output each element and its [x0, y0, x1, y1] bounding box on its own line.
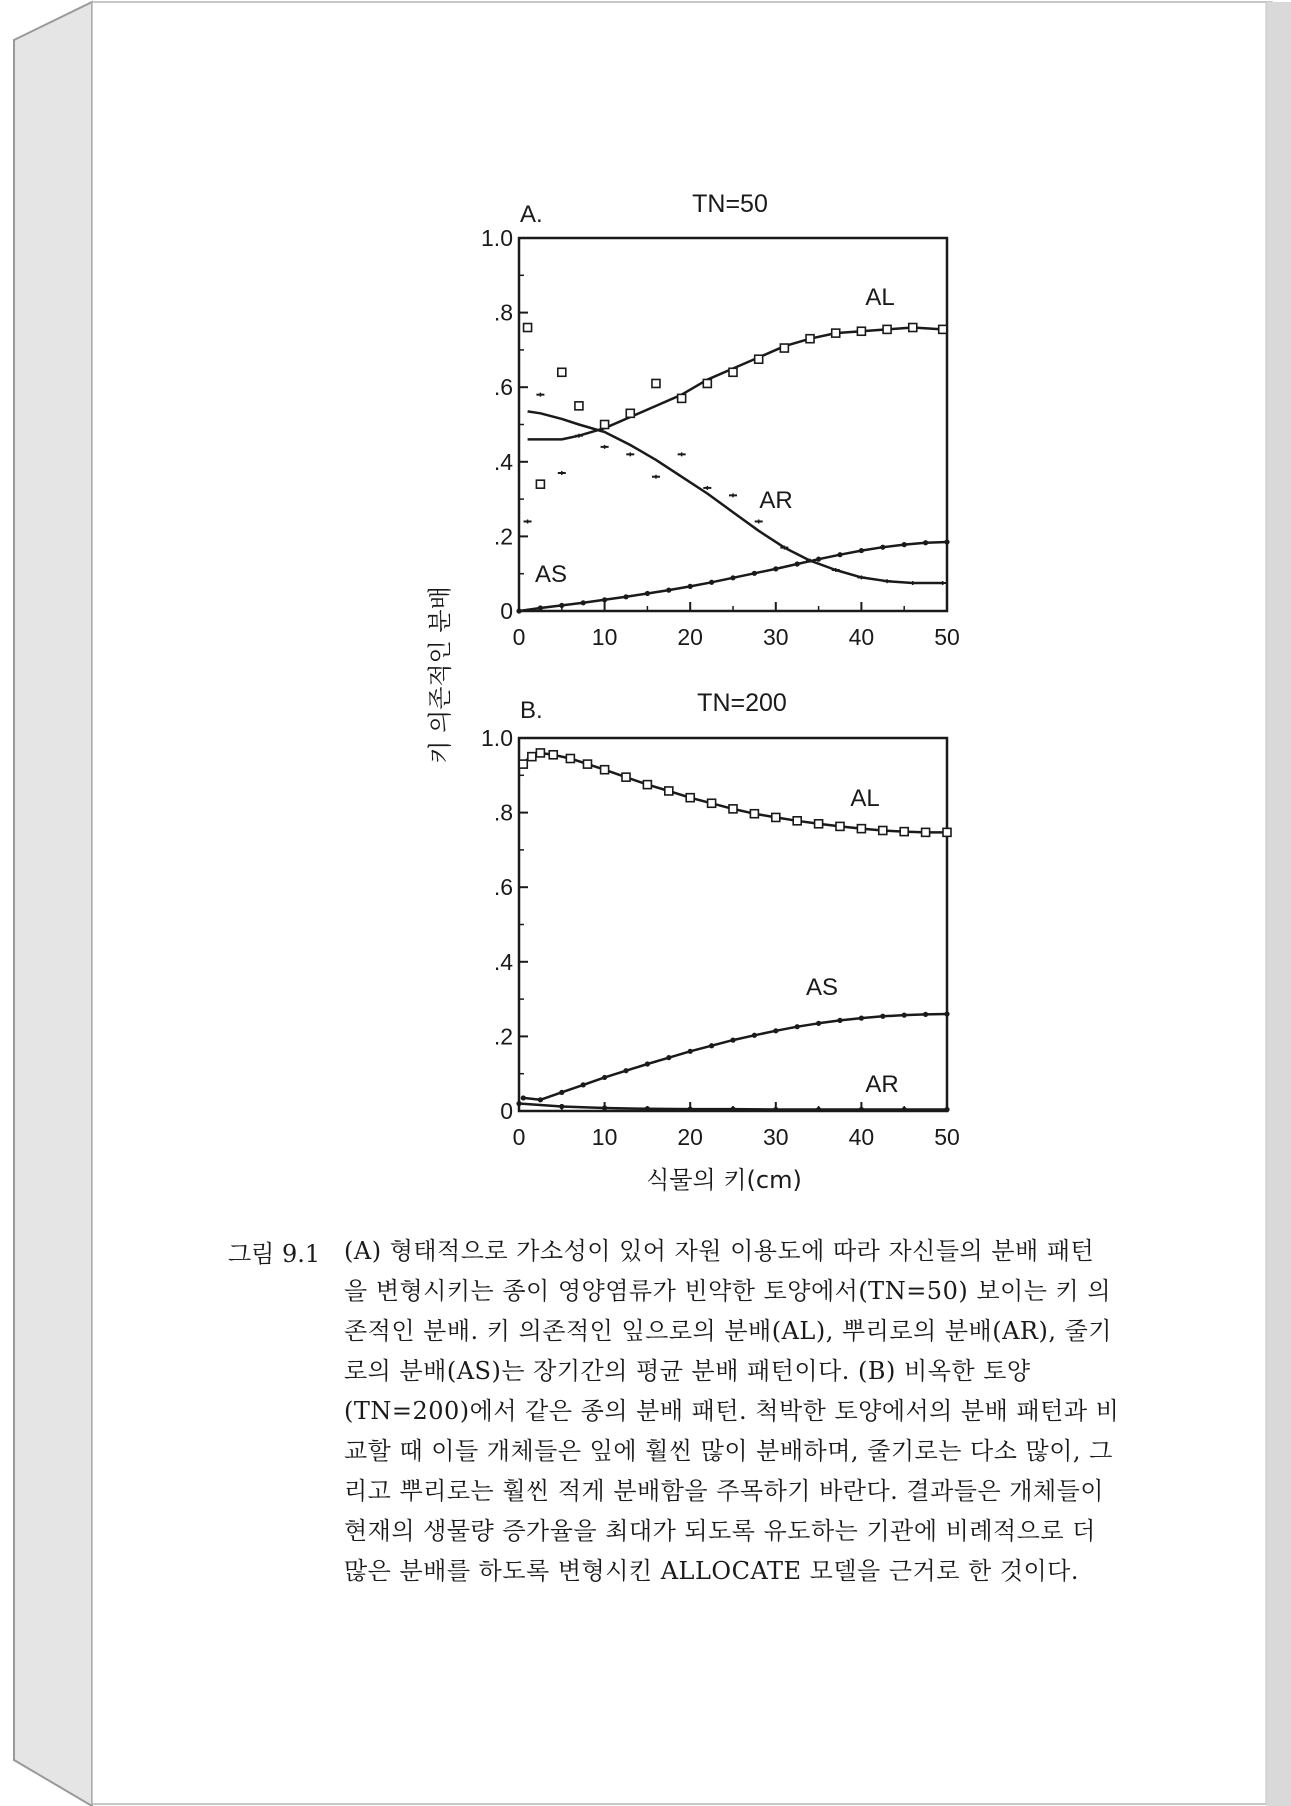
- x-tick-label: 20: [677, 1124, 703, 1150]
- series-point-al: [772, 813, 780, 821]
- y-tick-label: .4: [493, 948, 513, 975]
- caption-line: 존적인 분배. 키 의존적인 잎으로의 분배(AL), 뿌리로의 분배(AR), 줄기: [344, 1317, 1112, 1345]
- series-point-al: [943, 828, 951, 836]
- series-point-ar: [773, 1107, 778, 1112]
- series-point-as: [795, 561, 800, 566]
- series-point-as: [521, 1095, 526, 1100]
- series-point-as: [645, 591, 650, 596]
- y-tick-label: .2: [493, 1023, 513, 1050]
- series-label-al: AL: [850, 785, 880, 812]
- y-tick-label: .4: [493, 448, 513, 475]
- series-point-al: [558, 368, 566, 376]
- x-tick-label: 10: [591, 624, 618, 650]
- series-point-al: [665, 787, 673, 795]
- y-tick-label: .8: [493, 799, 513, 826]
- series-point-al: [524, 324, 532, 332]
- series-point-al: [857, 327, 865, 335]
- series-point-al: [793, 817, 801, 825]
- caption-line: 리고 뿌리로는 훨씬 적게 분배함을 주목하기 바란다. 결과들은 개체들이: [344, 1477, 1104, 1505]
- caption-line: 많은 분배를 하도록 변형시킨 ALLOCATE 모델을 근거로 한 것이다.: [344, 1557, 1079, 1585]
- series-point-al: [836, 822, 844, 830]
- x-tick-label: 50: [934, 1124, 960, 1150]
- series-point-as: [944, 539, 949, 544]
- series-point-ar: [688, 1107, 693, 1112]
- panel-a-title: TN=50: [692, 190, 768, 218]
- series-point-as: [902, 1013, 907, 1018]
- series-point-al: [729, 368, 737, 376]
- x-tick-label: 0: [512, 624, 526, 650]
- x-tick-label: 40: [848, 1124, 875, 1150]
- panel-b-title: TN=200: [697, 689, 787, 717]
- series-point-as: [923, 540, 928, 545]
- series-point-as: [880, 545, 885, 550]
- y-tick-label: .2: [493, 523, 513, 550]
- series-point-as: [773, 566, 778, 571]
- series-point-al: [922, 828, 930, 836]
- series-point-al: [686, 794, 694, 802]
- figure-number: 그림 9.1: [228, 1240, 321, 1268]
- book-spine: [14, 2, 92, 1806]
- series-point-al: [536, 749, 544, 757]
- x-tick-label: 50: [934, 624, 960, 650]
- series-point-al: [815, 820, 823, 828]
- series-point-al: [583, 760, 591, 768]
- series-point-al: [643, 781, 651, 789]
- series-point-al: [566, 755, 574, 763]
- series-point-as: [795, 1024, 800, 1029]
- y-axis-label: 키 의존적인 분배: [426, 586, 454, 764]
- series-point-al: [909, 324, 917, 332]
- series-point-al: [575, 402, 583, 410]
- y-tick-label: .6: [493, 874, 513, 901]
- series-point-as: [623, 594, 628, 599]
- series-point-as: [688, 584, 693, 589]
- series-point-as: [709, 1043, 714, 1048]
- series-point-al: [755, 355, 763, 363]
- series-point-as: [773, 1028, 778, 1033]
- series-label-as: AS: [534, 561, 568, 588]
- series-point-as: [859, 1016, 864, 1021]
- series-point-al: [601, 421, 609, 429]
- series-point-as: [666, 588, 671, 593]
- panel-a-label: A.: [520, 201, 543, 228]
- series-point-al: [536, 480, 544, 488]
- x-tick-label: 40: [848, 624, 875, 650]
- page-right-edge: [1266, 2, 1291, 1806]
- series-point-al: [519, 760, 527, 768]
- y-tick-label: 1.0: [481, 725, 513, 751]
- series-point-as: [602, 1075, 607, 1080]
- series-label-ar: AR: [865, 1071, 899, 1098]
- series-point-al: [900, 828, 908, 836]
- series-point-as: [538, 605, 543, 610]
- series-point-al: [528, 753, 536, 761]
- series-point-as: [581, 1082, 586, 1087]
- x-tick-label: 0: [512, 1124, 526, 1150]
- series-point-ar: [902, 1107, 907, 1112]
- series-point-as: [516, 608, 521, 613]
- series-point-as: [752, 1033, 757, 1038]
- y-tick-label: .6: [493, 374, 513, 401]
- series-point-as: [602, 597, 607, 602]
- series-point-al: [549, 751, 557, 759]
- series-point-as: [837, 552, 842, 557]
- series-label-ar: AR: [759, 487, 793, 514]
- series-point-as: [816, 557, 821, 562]
- x-tick-label: 30: [763, 624, 789, 650]
- series-point-as: [688, 1049, 693, 1054]
- series-label-al: AL: [865, 284, 895, 311]
- series-point-al: [708, 799, 716, 807]
- series-point-as: [581, 600, 586, 605]
- caption-line: (A) 형태적으로 가소성이 있어 자원 이용도에 따라 자신들의 분배 패턴: [344, 1237, 1095, 1265]
- series-point-ar: [602, 1105, 607, 1110]
- series-point-as: [752, 571, 757, 576]
- x-tick-label: 20: [677, 624, 703, 650]
- series-point-ar: [859, 1107, 864, 1112]
- series-point-as: [709, 580, 714, 585]
- y-tick-label: .8: [493, 299, 513, 326]
- series-point-al: [832, 329, 840, 337]
- series-point-as: [944, 1011, 949, 1016]
- series-point-as: [816, 1021, 821, 1026]
- series-point-as: [559, 1090, 564, 1095]
- series-point-al: [857, 825, 865, 833]
- series-point-al: [883, 325, 891, 333]
- series-point-as: [645, 1061, 650, 1066]
- series-point-al: [652, 379, 660, 387]
- series-point-as: [666, 1055, 671, 1060]
- series-point-ar: [730, 1107, 735, 1112]
- caption-line: (TN=200)에서 같은 종의 분배 패턴. 척박한 토양에서의 분배 패턴과 비: [344, 1397, 1120, 1425]
- series-point-al: [729, 805, 737, 813]
- series-point-al: [939, 325, 947, 333]
- y-tick-label: 1.0: [481, 225, 513, 251]
- series-point-as: [923, 1012, 928, 1017]
- caption-text: [344, 1234, 1124, 1594]
- series-point-as: [730, 575, 735, 580]
- panel-b-label: B.: [520, 697, 543, 724]
- caption-line: 교할 때 이들 개체들은 잎에 훨씬 많이 분배하며, 줄기로는 다소 많이, 그: [344, 1437, 1113, 1465]
- series-point-al: [750, 810, 758, 818]
- y-tick-label: 0: [500, 1098, 513, 1124]
- series-point-ar: [816, 1107, 821, 1112]
- series-point-al: [879, 827, 887, 835]
- series-point-ar: [944, 1107, 949, 1112]
- series-point-as: [902, 542, 907, 547]
- x-tick-label: 10: [591, 1124, 618, 1150]
- series-point-al: [780, 344, 788, 352]
- series-point-al: [703, 379, 711, 387]
- series-point-as: [559, 603, 564, 608]
- series-point-ar: [559, 1104, 564, 1109]
- series-label-as: AS: [805, 974, 839, 1001]
- series-point-al: [626, 409, 634, 417]
- y-tick-label: 0: [500, 598, 513, 624]
- series-point-al: [806, 335, 814, 343]
- series-point-as: [837, 1018, 842, 1023]
- series-point-ar: [645, 1106, 650, 1111]
- series-point-ar: [516, 1101, 521, 1106]
- series-point-as: [730, 1038, 735, 1043]
- series-point-as: [880, 1014, 885, 1019]
- x-tick-label: 30: [763, 1124, 789, 1150]
- series-point-as: [623, 1068, 628, 1073]
- series-point-as: [859, 548, 864, 553]
- x-axis-label: 식물의 키(cm): [646, 1166, 802, 1194]
- caption-line: 로의 분배(AS)는 장기간의 평균 분배 패턴이다. (B) 비옥한 토양: [344, 1357, 1031, 1385]
- series-point-al: [601, 766, 609, 774]
- series-point-as: [538, 1097, 543, 1102]
- caption-line: 을 변형시키는 종이 영양염류가 빈약한 토양에서(TN=50) 보이는 키 의: [344, 1277, 1112, 1305]
- series-point-al: [622, 773, 630, 781]
- series-point-al: [678, 394, 686, 402]
- caption-line: 현재의 생물량 증가율을 최대가 되도록 유도하는 기관에 비례적으로 더: [344, 1517, 1096, 1545]
